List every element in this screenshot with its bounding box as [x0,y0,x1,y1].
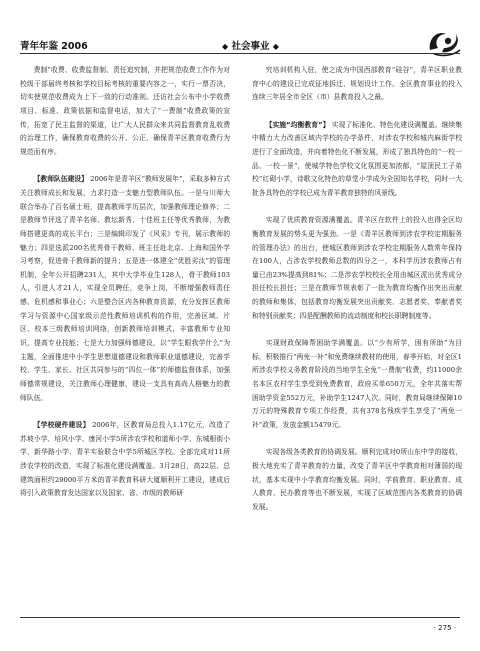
section-heading: 【实施“均衡教育”】 [265,120,330,129]
paragraph: 实现财政保障帮困助学满覆盖。以“少有所学，困有所助”为目标，积极推行“两免一补”和免费继续教材的使用，春季开始，对全区1所涉农学校义务教育阶段的当地学生全免“一费制”收费，约11000余名本区农村学生享受到免费教育，政府买单650万元，全年共落实帮困助学资金552万元，补助学生1247人次。同时，教育局继续保障10万元的特殊教育专项工作经费，共有378名残疾学生享受了“两免一补”政策，发放金额15479元。 [252,339,462,430]
header-rule [20,53,460,54]
paragraph: 实现各级各类教育的协调发展。顺利完成对0所山东中学的接收，极大地充实了青羊教育的力量，改变了青羊区中学教育相对薄弱的现状，基本实现中小学教育均衡发展。同时，学前教育、职业教育、成人教育、民办教育等也不断发展，实现了区域范围内各类教育的协调发展。 [252,448,462,511]
paragraph: 实现了优质教育资源满覆盖。青羊区在软件上的投入也得全区均衡教育发展的势头更为强劲。一是《青羊区教师到涉农学校定期服务的管理办法》的出台，使城区教师到涉农学校定期服务人数常年保持在100人，占涉农学校教师总数的四分之一，本科学历涉农教师占有量已由23%提高到81%；二是涉农学校校长全用由城区派出优秀成分担任校长担任；三是在教师节规表彰了一批为教育均衡作出突出贡献的教师和集体，包括教育均衡发展突出贡献奖、志愿者奖、奉献者奖和特别贡献奖；四是配酬教师的流动制度和校长职聘制度等。 [252,216,462,320]
section-name: 社会事业 [231,41,270,52]
paragraph-body: 2006年，区教育局总投入1.17亿元，改造了苏坡小学、培风小学、康河小学5所涉农学校和道师小学、东城根街小学、新华路小学、青羊实验联合中学5所城区学校。全部完成对11所涉农学校的改造，实现了标准化建设满覆盖。3月28日，高22层、总建筑面积约29000平方米的青羊教育科研大厦顺利开工建设，建成后将引入政策教育发达国家以及国家、省、市级的教师研 [20,421,230,498]
paragraph-body: 实现了标准化、特色化建设满覆盖。继续集中精力大力改善区域内学校的办学条件，对涉农学校和城内麻街学校进行了全面改造，并向着特色化不断发展，形成了独具特色的“一校一品、一校一景”，使城学特色学校文化氛围更加浓郁，“屋顶民工子弟校”红砌小学，诗歌文化特色的草堂小学成为全国知名学校，同时一大批各具特色的学校已成为青羊教育独特的风景线。 [252,120,462,197]
paragraph-body: 2006年是青羊区“教师发展年”，采取多种方式关注教师成长和发展，力求打造一支魅力型教师队伍。一是与川师大联合举办了百名硕士班，提高教师学历层次，加强教师理论修养；二是教师节评选了青羊名师、教坛新秀、十佳班主任等优秀教师，为教师搭建更高的成长平台；三是编辑印发了《风采》专刊，展示教师的魅力；四是选派200名优秀骨干教师、班主任赴北京、上海和国外学习考察，促进骨干教师新的提升；五是进一体建全“优胜劣汰”的管理机制，全年公开招聘231人，其中大学毕业生128人，骨干教师103人，引进人才21人，实现全员聘任，竞争上岗，不断增强教师责任感、危机感和事业心；六是整合区内各种教育资源，充分发挥区教师学习与资源中心国家级示范性教师培训机构的作用，完善区域、片区、校本三级教师培训网络，创新教师培训模式，丰富教师专业知识，提高专业技能；七是大力加强师德建设，以“学生眼我学什么”为主题，全面推进中小学生思想道德建设和教师职业道德建设，完善学校、学生、家长、社区共同参与的“四位一体”的师德监督体系，加强师德常规建设，关注教师心理健康，建设一支具有高尚人格魅力的教师队伍。 [20,175,230,402]
footer-rule [20,617,460,618]
left-column [20,64,230,612]
page-number: · 275 · [433,624,456,632]
section-heading: 【教师队伍建设】 [33,175,88,184]
section-left-diamond: ◆ [222,42,229,51]
paragraph-school-hardware [20,419,230,501]
section-title [222,38,279,52]
right-column [252,64,462,612]
section-right-diamond: ◆ [272,42,279,51]
section-heading: 【学校硬件建设】 [33,421,90,430]
paragraph-teacher-team [20,173,230,405]
paragraph-balanced-education [252,119,462,201]
paragraph: 费制”收费、收费监督制、责任追究制，并把规范收费工作作为对校级干部届终考核和学校目标考核的重要内容之一，实行一票否决，切实使规范收费成为上下一致的行动准则。还访社会公布中小学收费项目、标准、政策依据和监督电话，加大了“一费制”收费政策的宣传，拓宽了民主监督的渠道，让广大人民群众来共同监督教育乱收费的治理工作，确保教育收费的公开、公正，确保青羊区教育收费行为规范而有序。 [20,66,230,156]
running-header [16,38,464,52]
yearbook-title: 青年年鉴 2006 [20,41,88,52]
paragraph: 究培训机构入驻，使之成为中国西部教育“硅谷”，青羊区职业教育中心的建设已完成征地拆迁、规划设计工作。全区教育事业的投入连续三年居全市全区（市）县教育投入之最。 [252,66,462,102]
